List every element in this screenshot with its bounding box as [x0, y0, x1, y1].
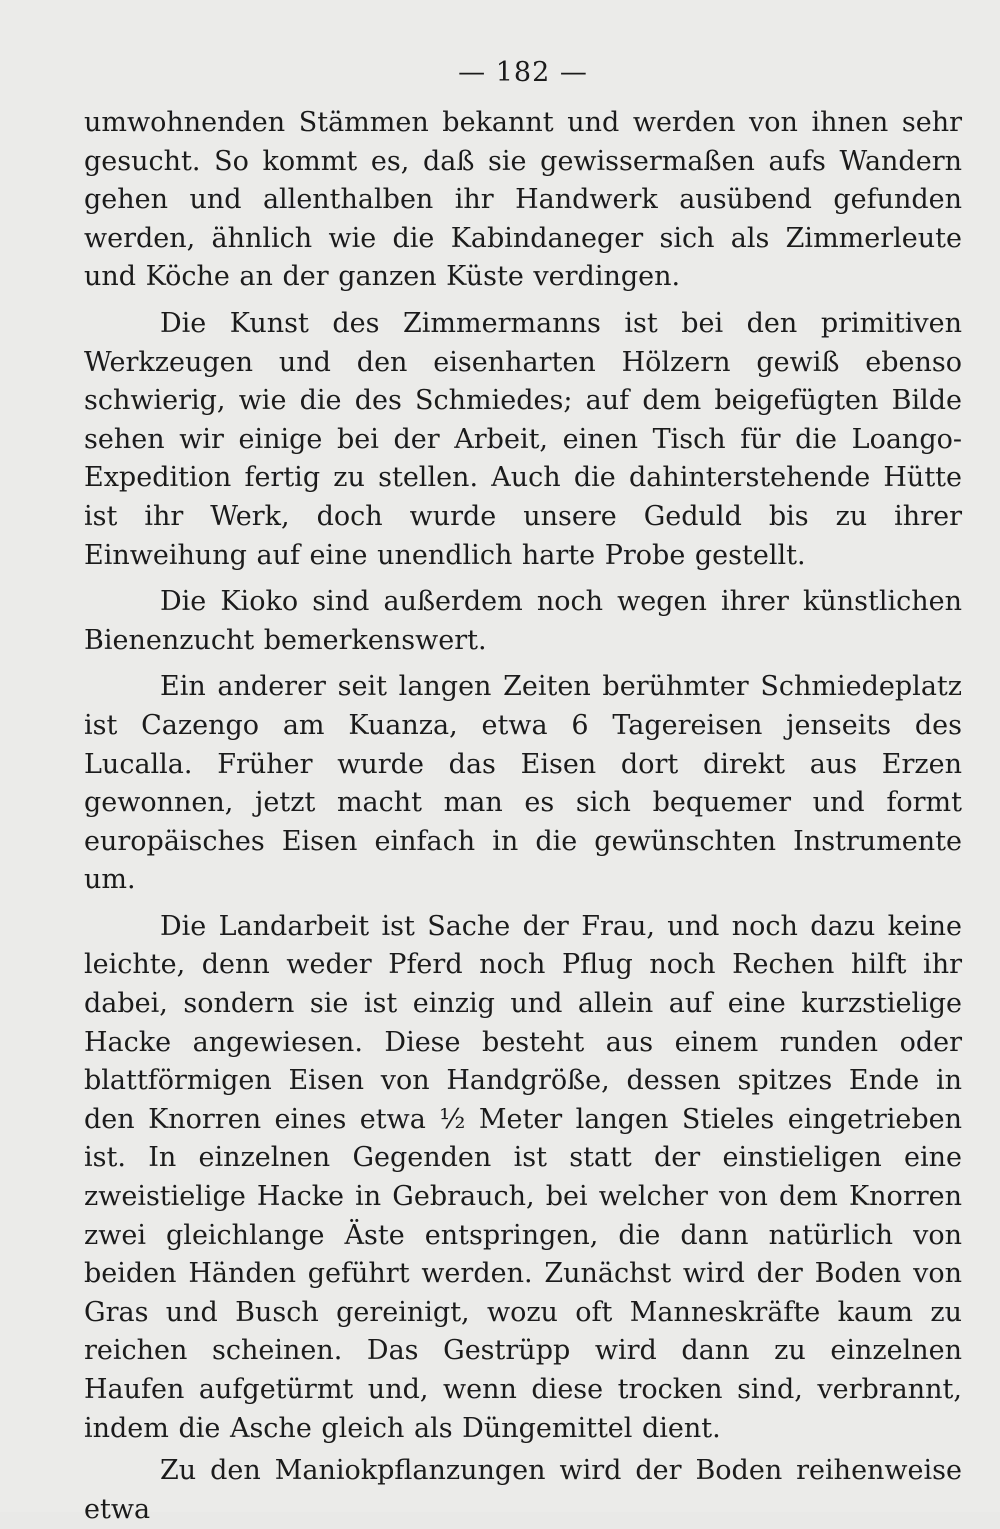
- paragraph-zimmermann: Die Kunst des Zimmermanns ist bei den primitiven Werkzeugen und den eisenharten Hölzern gewiß ebenso schwierig, wie die des Schmiedes; auf dem beigefügten Bilde sehen wir einige bei der Arbeit, einen Tisch für die Loango-Expedition fertig zu stellen. Auch die dahinterstehende Hütte ist ihr Werk, doch wurde unsere Geduld bis zu ihrer Einweihung auf eine unendlich harte Probe gestellt.: [84, 307, 962, 571]
- paragraph-kioko: Die Kioko sind außerdem noch wegen ihrer künstlichen Bienenzucht bemerkenswert.: [84, 586, 962, 656]
- body-text: [84, 104, 962, 1529]
- page-number: — 182 —: [458, 57, 588, 88]
- paragraph-maniok: Zu den Maniokpflanzungen wird der Boden reihenweise etwa: [84, 1455, 962, 1525]
- paragraph-cazengo: Ein anderer seit langen Zeiten berühmter Schmiedeplatz ist Cazengo am Kuanza, etwa 6 Tagereisen jenseits des Lucalla. Früher wurde das Eisen dort direkt aus Erzen gewonnen, jetzt macht man es sich bequemer und formt europäisches Eisen einfach in die gewünschten Instrumente um.: [84, 671, 962, 896]
- paragraph-landarbeit: Die Landarbeit ist Sache der Frau, und noch dazu keine leichte, denn weder Pferd noch Pflug noch Rechen hilft ihr dabei, sondern sie ist einzig und allein auf eine kurzstielige Hacke angewiesen. Diese besteht aus einem runden oder blattförmigen Eisen von Handgröße, dessen spitzes Ende in den Knorren eines etwa ½ Meter langen Stieles eingetrieben ist. In einzelnen Gegenden ist statt der einstieligen eine zweistielige Hacke in Gebrauch, bei welcher von dem Knorren zwei gleichlange Äste entspringen, die dann natürlich von beiden Händen geführt werden. Zunächst wird der Boden von Gras und Busch gereinigt, wozu oft Manneskräfte kaum zu reichen scheinen. Das Gestrüpp wird dann zu einzelnen Haufen aufgetürmt und, wenn diese trocken sind, verbrannt, indem die Asche gleich als Düngemittel dient.: [84, 910, 962, 1444]
- paragraph-continuation: umwohnenden Stämmen bekannt und werden von ihnen sehr gesucht. So kommt es, daß sie gewissermaßen aufs Wandern gehen und allenthalben ihr Handwerk ausübend gefunden werden, ähnlich wie die Kabindaneger sich als Zimmerleute und Köche an der ganzen Küste verdingen.: [84, 107, 962, 293]
